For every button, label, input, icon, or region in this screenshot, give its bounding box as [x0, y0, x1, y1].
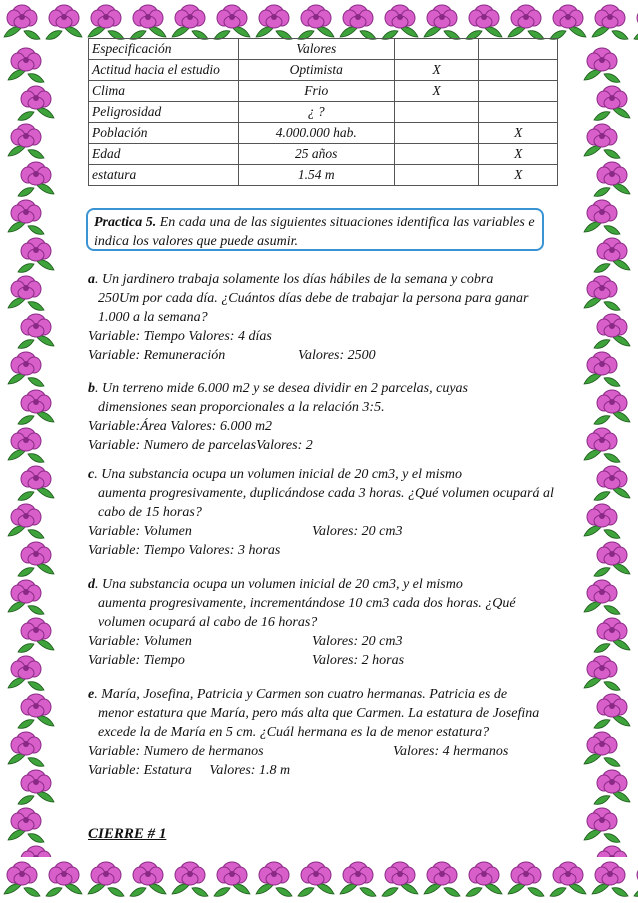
variable-text: Variable: Volumen [88, 634, 192, 649]
flower-icon [0, 3, 44, 43]
flower-icon [420, 860, 464, 900]
table-cell-mark: X [394, 81, 479, 102]
variable-text: Variable: Volumen [88, 524, 192, 539]
question-letter: e [88, 687, 95, 702]
flower-icon [14, 692, 58, 732]
variable-line [88, 417, 558, 436]
flower-icon [4, 502, 48, 542]
values-text: Valores: 2500 [298, 348, 376, 363]
table-cell-value: 25 años [238, 144, 394, 165]
flower-icon [590, 388, 634, 428]
variable-line [88, 651, 558, 670]
variable-text: Variable:Área Valores: 6.000 m2 [88, 419, 273, 434]
flower-icon [336, 860, 380, 900]
flower-icon [580, 46, 624, 86]
variable-line [88, 346, 558, 365]
flower-icon [504, 3, 548, 43]
flower-icon [590, 236, 634, 276]
flower-icon [4, 654, 48, 694]
flower-icon [420, 3, 464, 43]
variable-text: Variable: Tiempo Valores: 3 horas [88, 543, 281, 558]
practice-instructions-box [86, 208, 544, 251]
table-cell-value: ¿ ? [238, 102, 394, 123]
table-cell-label: Actitud hacia el estudio [89, 60, 239, 81]
flower-icon [210, 3, 254, 43]
floral-border-left [0, 46, 62, 857]
flower-icon [210, 860, 254, 900]
table-cell-mark [394, 144, 479, 165]
properties-table [88, 38, 558, 186]
table-cell-label: estatura [89, 165, 239, 186]
flower-icon [14, 84, 58, 124]
flower-icon [4, 730, 48, 770]
practice-text: En cada una de las siguientes situaciones identifica las variables e indica los valores que puede asumir. [94, 215, 535, 249]
flower-icon [580, 578, 624, 618]
table-header-cell [479, 39, 558, 60]
variable-line [88, 632, 558, 651]
question-text-continued: 250Um por cada día. ¿Cuántos días debe de trabajar la persona para ganar 1.000 a la semana? [98, 291, 529, 325]
table-header-row [89, 39, 558, 60]
flower-icon [378, 3, 422, 43]
flower-icon [252, 860, 296, 900]
flower-icon [0, 860, 44, 900]
question-text-continued: aumenta progresivamente, incrementándose 10 cm3 cada dos horas. ¿Qué volumen ocupará al cabo de 16 horas? [98, 596, 516, 630]
flower-icon [4, 274, 48, 314]
question-d [88, 575, 558, 670]
question-text: . María, Josefina, Patricia y Carmen son cuatro hermanas. Patricia es de [94, 687, 508, 702]
flower-icon [294, 860, 338, 900]
flower-icon [546, 3, 590, 43]
values-text: Valores: 20 cm3 [312, 634, 403, 649]
question-text: . Una substancia ocupa un volumen inicial de 20 cm3, y el mismo [94, 467, 463, 482]
question-text-continued: aumenta progresivamente, duplicándose cada 3 horas. ¿Qué volumen ocupará al cabo de 15 horas? [98, 486, 554, 520]
question-letter: b [88, 381, 95, 396]
table-cell-label: Población [89, 123, 239, 144]
flower-icon [580, 122, 624, 162]
table-cell-label: Edad [89, 144, 239, 165]
flower-icon [630, 860, 638, 900]
values-text: Valores: 20 cm3 [312, 524, 403, 539]
flower-icon [590, 540, 634, 580]
variable-text: Variable: Tiempo Valores: 4 días [88, 329, 272, 344]
variable-line [88, 761, 558, 780]
variable-text: Variable: Tiempo [88, 653, 185, 668]
flower-icon [4, 350, 48, 390]
table-cell-mark [394, 123, 479, 144]
flower-icon [590, 312, 634, 352]
question-text-continued: menor estatura que María, pero más alta que Carmen. La estatura de Josefina excede la de María en 5 cm. ¿Cuál hermana es la de menor estatura? [98, 706, 540, 740]
flower-icon [4, 578, 48, 618]
table-cell-mark [479, 102, 558, 123]
flower-icon [14, 236, 58, 276]
variable-text: Variable: Estatura Valores: 1.8 m [88, 763, 291, 778]
table-cell-label: Clima [89, 81, 239, 102]
flower-icon [580, 426, 624, 466]
flower-icon [580, 350, 624, 390]
flower-icon [580, 806, 624, 846]
question-text-continued: dimensiones sean proporcionales a la relación 3:5. [98, 400, 385, 415]
question-letter: a [88, 272, 95, 287]
flower-icon [4, 122, 48, 162]
flower-icon [590, 692, 634, 732]
flower-icon [546, 860, 590, 900]
question-letter: c [88, 467, 95, 482]
table-cell-mark: X [479, 144, 558, 165]
table-row [89, 81, 558, 102]
flower-icon [336, 3, 380, 43]
variable-line [88, 436, 558, 455]
question-a [88, 270, 558, 365]
flower-icon [42, 860, 86, 900]
flower-icon [84, 860, 128, 900]
flower-icon [588, 860, 632, 900]
variable-text: Variable: Numero de parcelasValores: 2 [88, 438, 313, 453]
flower-icon [14, 616, 58, 656]
flower-icon [4, 198, 48, 238]
flower-icon [580, 730, 624, 770]
flower-icon [462, 860, 506, 900]
table-cell-mark: X [394, 60, 479, 81]
question-b [88, 379, 558, 455]
flower-icon [590, 84, 634, 124]
question-text: . Un jardinero trabaja solamente los días hábiles de la semana y cobra [95, 272, 494, 287]
floral-border-bottom [0, 857, 638, 903]
table-row [89, 102, 558, 123]
table-row [89, 165, 558, 186]
flower-icon [84, 3, 128, 43]
flower-icon [462, 3, 506, 43]
question-text: . Un terreno mide 6.000 m2 y se desea dividir en 2 parcelas, cuyas [95, 381, 468, 396]
flower-icon [252, 3, 296, 43]
flower-icon [580, 274, 624, 314]
variable-line [88, 742, 558, 761]
table-header-cell: Especificación [89, 39, 239, 60]
table-cell-label: Peligrosidad [89, 102, 239, 123]
closing-heading: CIERRE # 1 [88, 826, 167, 842]
values-text: Valores: 4 hermanos [393, 744, 509, 759]
flower-icon [14, 844, 58, 857]
question-c [88, 465, 558, 560]
flower-icon [14, 388, 58, 428]
table-cell-mark [479, 81, 558, 102]
flower-icon [14, 464, 58, 504]
table-cell-mark [394, 102, 479, 123]
flower-icon [168, 860, 212, 900]
values-text: Valores: 2 horas [312, 653, 405, 668]
flower-icon [504, 860, 548, 900]
flower-icon [588, 3, 632, 43]
flower-icon [14, 160, 58, 200]
variable-line [88, 541, 558, 560]
flower-icon [4, 806, 48, 846]
flower-icon [14, 768, 58, 808]
flower-icon [580, 502, 624, 542]
variable-line [88, 522, 558, 541]
flower-icon [168, 3, 212, 43]
table-header-cell [394, 39, 479, 60]
table-cell-value: Frio [238, 81, 394, 102]
flower-icon [14, 540, 58, 580]
flower-icon [590, 464, 634, 504]
variable-line [88, 327, 558, 346]
table-cell-mark [394, 165, 479, 186]
table-row [89, 123, 558, 144]
flower-icon [580, 198, 624, 238]
table-row [89, 60, 558, 81]
variable-text: Variable: Numero de hermanos [88, 744, 264, 759]
flower-icon [126, 860, 170, 900]
table-row [89, 144, 558, 165]
flower-icon [14, 312, 58, 352]
practice-title: Practica 5. [94, 215, 157, 230]
flower-icon [590, 160, 634, 200]
table-cell-value: 4.000.000 hab. [238, 123, 394, 144]
question-text: . Una substancia ocupa un volumen inicial de 20 cm3, y el mismo [95, 577, 463, 592]
flower-icon [126, 3, 170, 43]
table-header-cell: Valores [238, 39, 394, 60]
question-e [88, 685, 558, 780]
table-cell-mark [479, 60, 558, 81]
floral-border-right [576, 46, 638, 857]
table-cell-mark: X [479, 123, 558, 144]
flower-icon [590, 768, 634, 808]
flower-icon [42, 3, 86, 43]
flower-icon [630, 3, 638, 43]
flower-icon [378, 860, 422, 900]
table-cell-value: 1.54 m [238, 165, 394, 186]
table-cell-value: Optimista [238, 60, 394, 81]
flower-icon [4, 426, 48, 466]
variable-text: Variable: Remuneración [88, 348, 226, 363]
flower-icon [590, 844, 634, 857]
flower-icon [4, 46, 48, 86]
flower-icon [580, 654, 624, 694]
flower-icon [590, 616, 634, 656]
table-cell-mark: X [479, 165, 558, 186]
question-letter: d [88, 577, 95, 592]
flower-icon [294, 3, 338, 43]
